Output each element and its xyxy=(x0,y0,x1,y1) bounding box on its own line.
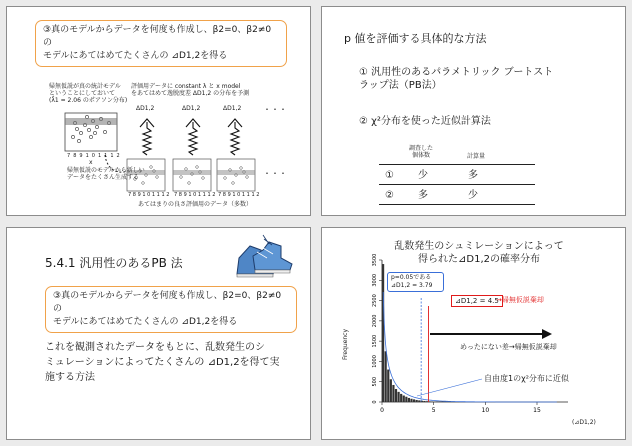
null-label-line2: ということにしておいて xyxy=(49,90,116,97)
y-axis-label: Frequency xyxy=(342,329,349,360)
delta-label-2: ΔD1,2 xyxy=(182,105,201,112)
histogram-bar xyxy=(416,400,418,402)
slide-3 xyxy=(6,227,311,440)
slide1-box-line2: モデルにあてはめてたくさんの ⊿D1,2を得る xyxy=(43,51,228,61)
table-row-2-count: 多 xyxy=(418,190,428,201)
observed-note: →帰無仮説棄却 xyxy=(496,296,544,304)
p-value-box xyxy=(387,272,444,292)
slide3-body-line2: ミュレーションによってたくさんの ⊿D1,2を得て実 xyxy=(45,357,280,368)
null-label-line3: (λ̂1 = 2.06 のポアソン分布) xyxy=(49,97,128,104)
histogram-bar xyxy=(387,370,389,402)
slide3-title: 5.4.1 汎用性のあるPB 法 xyxy=(45,256,183,270)
table-row-1-label: ① xyxy=(385,170,394,181)
null-label-line1: 帰無仮説が真の統計モデル xyxy=(49,83,121,90)
table-row-1-cost: 多 xyxy=(468,170,478,181)
generate-label-line2: データをたくさん生成する xyxy=(67,174,140,181)
histogram-bar xyxy=(390,379,392,402)
slide3-highlight-box xyxy=(45,286,297,333)
generate-label-line1: 帰無仮説のモデルから新しい xyxy=(67,167,145,174)
x-tick-label: 15 xyxy=(533,407,541,414)
y-tick-label: 3000 xyxy=(372,273,378,287)
y-tick-label: 2000 xyxy=(372,314,378,328)
table-header-cost: 計算量 xyxy=(467,153,486,160)
y-tick-label: 500 xyxy=(372,376,378,387)
y-tick-label: 3500 xyxy=(372,253,378,267)
slide4-title-line2: 得られた⊿D1,2の確率分布 xyxy=(418,254,540,265)
histogram-bar xyxy=(392,385,394,402)
chi-approx-note: 自由度1のχ²分布に近似 xyxy=(484,374,569,383)
histogram-bar xyxy=(413,399,415,402)
histogram-bar xyxy=(403,396,405,402)
table-mid-rule xyxy=(379,184,535,185)
histogram-bar xyxy=(398,392,400,402)
simulated-data-plots xyxy=(127,159,255,191)
method-1-line1: ① 汎用性のあるパラメトリック ブートスト xyxy=(359,67,554,78)
chi-pointer-line xyxy=(417,379,482,396)
y-tick-label: 1000 xyxy=(372,355,378,368)
sneaker-illustration xyxy=(7,228,311,440)
y-tick-label: 2500 xyxy=(372,294,378,307)
slide-1 xyxy=(6,6,311,216)
slide3-body-line1: これを観測されたデータをもとに、乱数発生のシ xyxy=(45,342,265,353)
rare-difference-arrowhead xyxy=(542,329,552,339)
eval-label-line1: 評価用データに constant λ と x model xyxy=(131,83,241,90)
sim-axis-ticks-3: 789101112 xyxy=(218,192,262,198)
shoes-icon xyxy=(237,235,292,277)
histogram-bar xyxy=(423,401,425,402)
dots-top: ・・・ xyxy=(263,105,287,114)
y-tick-label: 0 xyxy=(372,400,378,404)
null-model-band xyxy=(65,118,117,125)
spring-arrows xyxy=(140,119,242,155)
slide1-figure xyxy=(7,7,311,216)
slide-2 xyxy=(321,6,626,216)
histogram-bar xyxy=(408,398,410,402)
x-tick-label: 10 xyxy=(481,407,490,414)
slide2-title: p 値を評価する具体的な方法 xyxy=(344,32,487,45)
observed-axis-label: x xyxy=(89,159,93,166)
histogram-bar xyxy=(426,401,428,402)
method-2: ② χ²分布を使った近似計算法 xyxy=(359,116,491,127)
y-tick-label: 1500 xyxy=(372,334,378,348)
method-1 xyxy=(359,66,553,92)
slide3-body-line3: 施する方法 xyxy=(45,372,95,383)
table-row-2-cost: 少 xyxy=(468,190,478,201)
slide1-box-line1: ③真のモデルからデータを何度も作成し、β2=0、β2≠0の xyxy=(43,25,272,48)
slide4-title-line1: 乱数発生のシュミレーションによって xyxy=(394,241,564,252)
dots-bottom: ・・・ xyxy=(263,169,287,178)
delta-label-3: ΔD1,2 xyxy=(223,105,242,112)
sim-axis-ticks-1: 789101112 xyxy=(128,192,172,198)
x-tick-label: 5 xyxy=(431,407,436,414)
histogram-bar xyxy=(385,351,387,402)
table-bottom-rule xyxy=(379,204,535,205)
slide3-box-line1: ③真のモデルからデータを何度も作成し、β2=0、β2≠0の xyxy=(53,291,282,314)
table-top-rule xyxy=(379,164,535,165)
sim-axis-ticks-2: 789101112 xyxy=(174,192,218,198)
rare-difference-note: めったにない差→帰無仮説棄却 xyxy=(460,343,557,351)
method-1-line2: ラップ法（PB法） xyxy=(359,80,442,91)
observed-value-box: ⊿D1,2 = 4.5 xyxy=(451,295,503,307)
slide3-box-line2: モデルにあてはめてたくさんの ⊿D1,2を得る xyxy=(53,317,238,327)
histogram-bar xyxy=(382,264,384,402)
histogram-bar xyxy=(410,399,412,402)
generate-label xyxy=(67,167,145,181)
observed-axis-ticks: 789101112 xyxy=(67,153,123,159)
table-header-count: 調査した 個体数 xyxy=(409,145,434,159)
table-row-1-count: 少 xyxy=(418,170,428,181)
table-row-2-label: ② xyxy=(385,190,394,201)
histogram-chart xyxy=(322,228,626,440)
histogram-bar xyxy=(395,389,397,402)
bottom-label: あてはまりの良さ評価用のデータ（多数） xyxy=(138,201,253,208)
x-tick-label: 0 xyxy=(380,407,384,414)
histogram-bar xyxy=(400,394,402,402)
eval-label-line2: をあてはめて逸脱度差 ΔD1,2 の分布を予測 xyxy=(131,90,250,97)
histogram-bar xyxy=(431,401,433,402)
histogram-bar xyxy=(418,400,420,402)
p-value-line1: p=0.05である xyxy=(391,274,432,281)
p-value-line2: ⊿D1,2 = 3.79 xyxy=(391,282,433,289)
delta-label-1: ΔD1,2 xyxy=(136,105,155,112)
slide-4 xyxy=(321,227,626,440)
x-axis-label: (⊿D1,2) xyxy=(572,419,596,426)
histogram-bar xyxy=(405,397,407,402)
slide3-body xyxy=(45,340,280,385)
